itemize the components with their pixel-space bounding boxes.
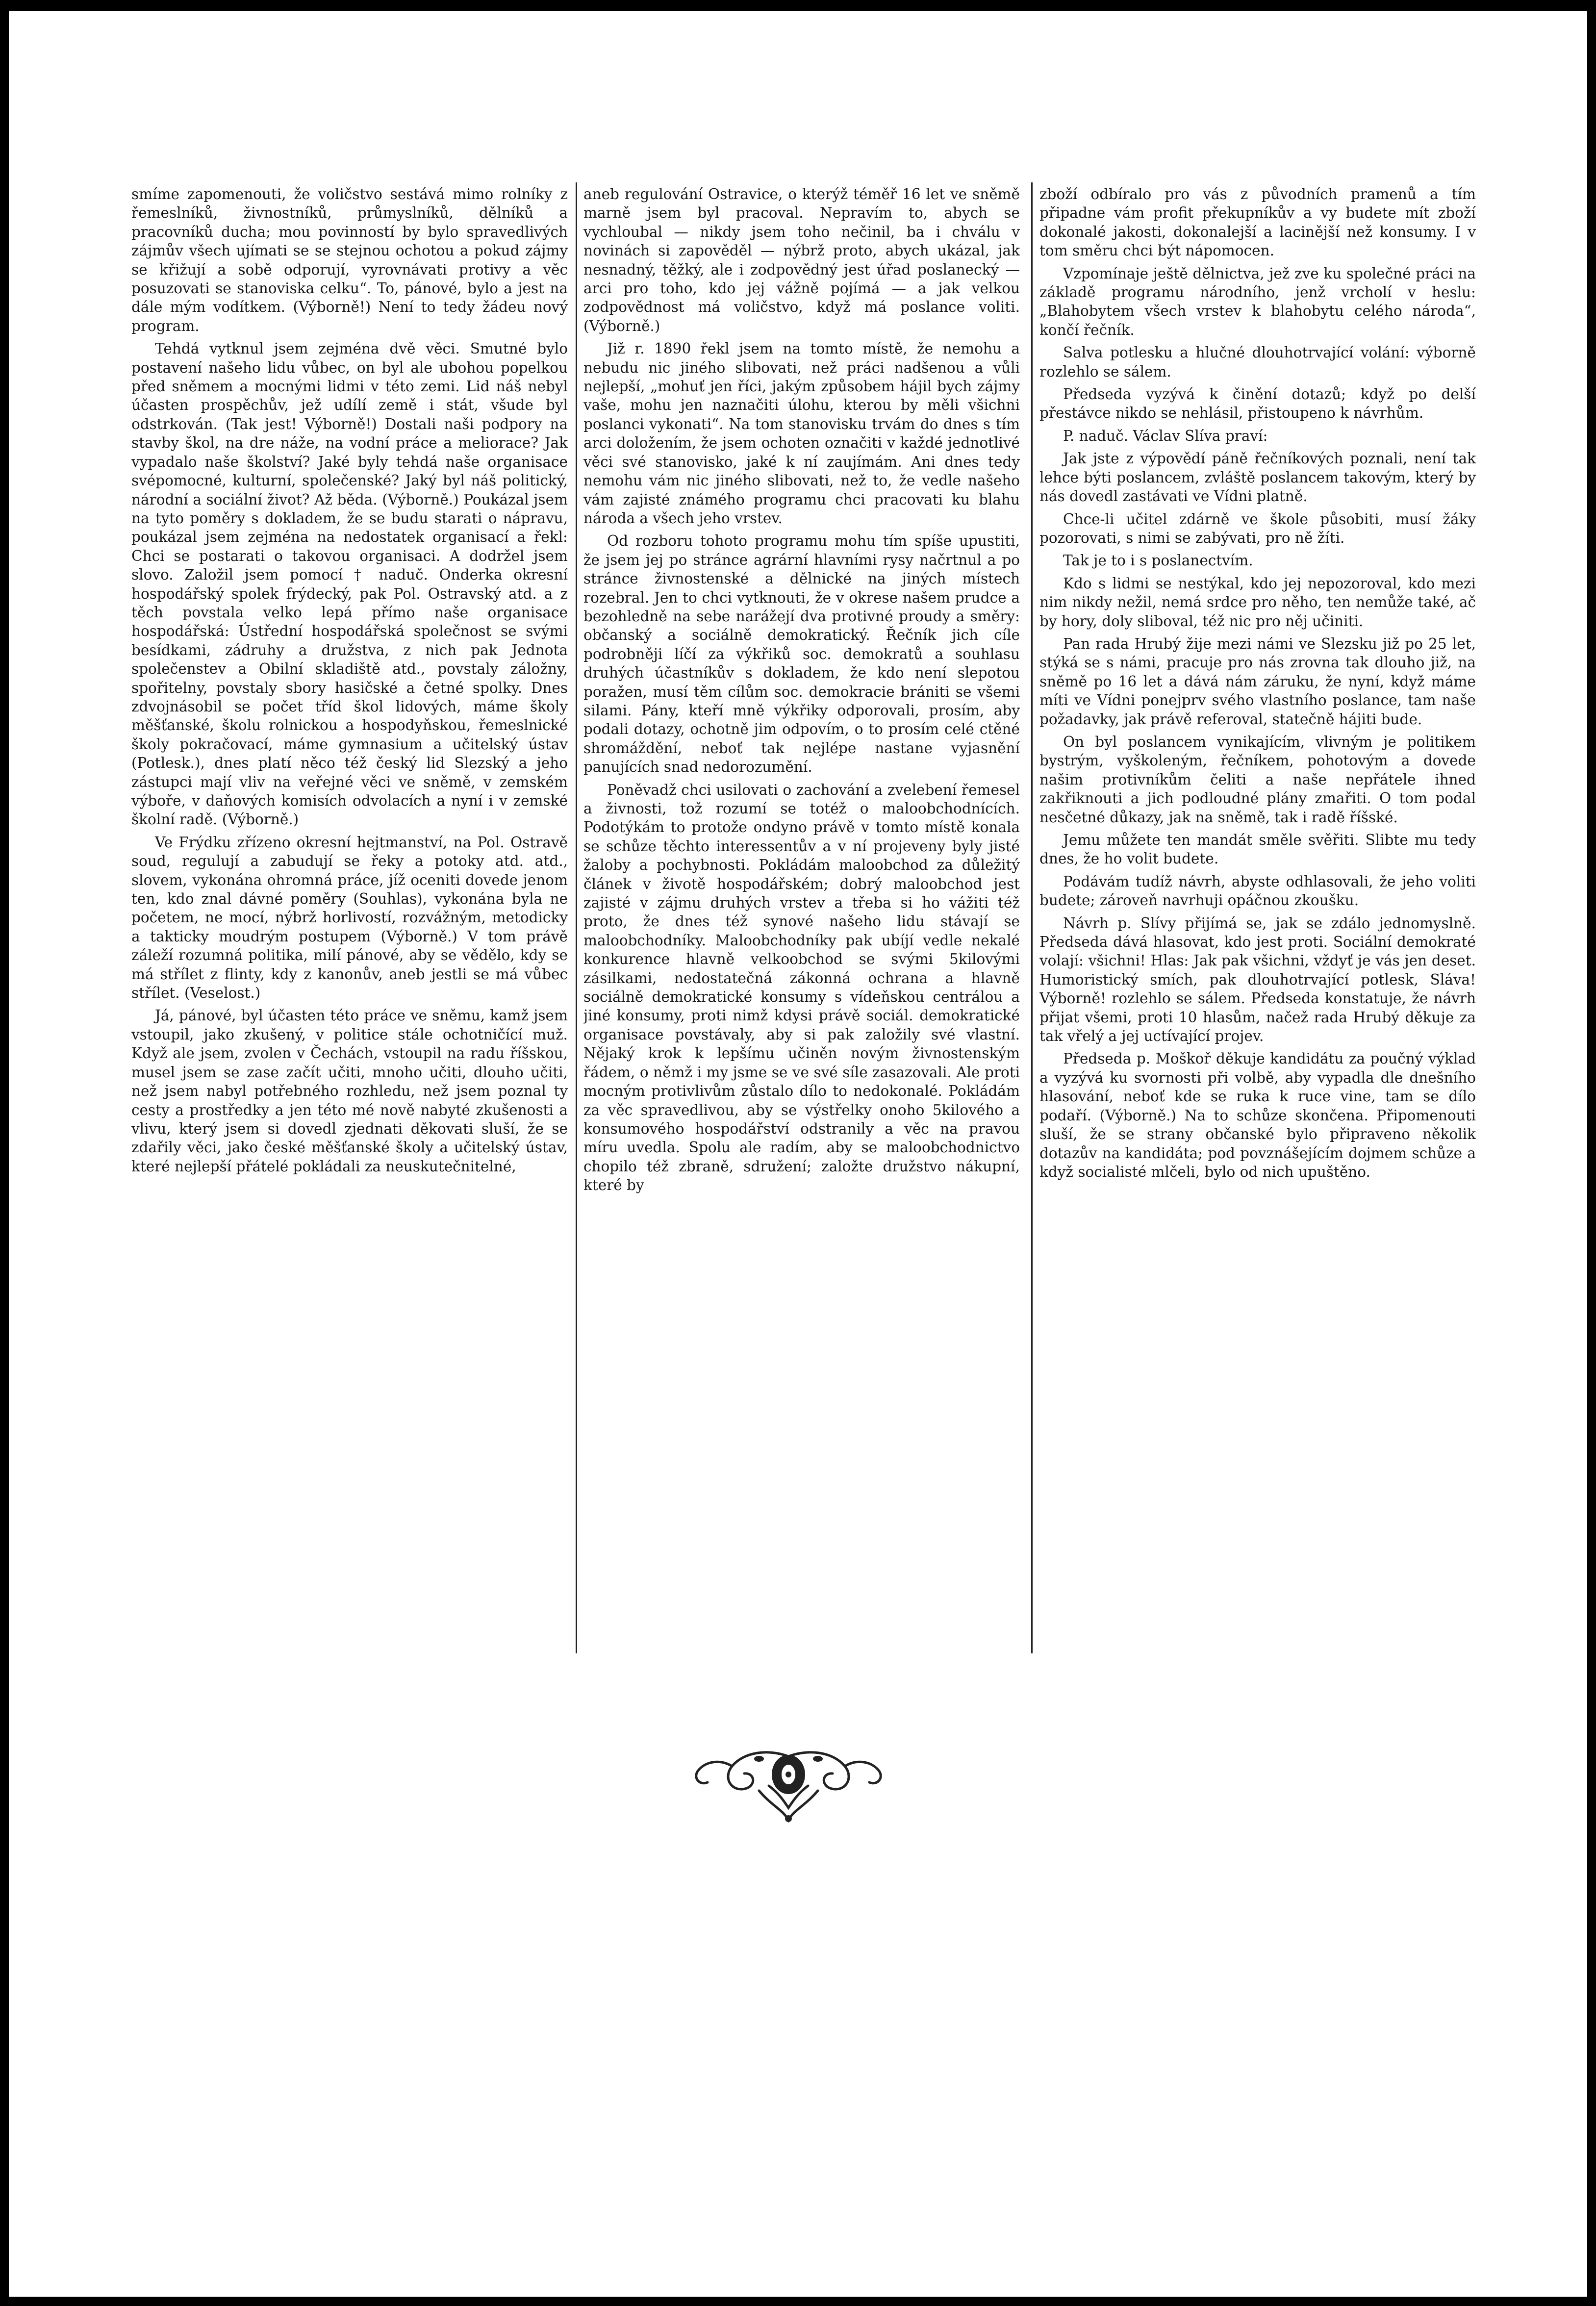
paragraph: Návrh p. Slívy přijímá se, jak se zdálo jednomyslně. Předseda dává hlasovat, kdo jest proti. Sociální demokraté volají: všichni! Hlas: Jak pak všichni, vždyť je vás jen deset. Humoristický smích, pak dlouhotrvající potlesk, Sláva! Výborně! rozlehlo se sálem. Předseda konstatuje, že návrh přijat všemi, proti 10 hlasům, načež rada Hrubý děkuje za tak vřelý a jej uctívající projev.: [1039, 914, 1476, 1045]
paragraph: Chce-li učitel zdárně ve škole působiti, musí žáky pozorovati, s nimi se zabývati, pro ně žíti.: [1039, 510, 1476, 546]
paragraph: aneb regulování Ostravice, o kterýž téměř 16 let ve sněmě marně jsem byl pracoval. Nepravím to, abych se vychloubal — nikdy jsem toho nečinil, ba i chválu v novinách si zapověděl — nýbrž proto, abych ukázal, jak nesnadný, těžký, ale i zodpovědný jest úřad poslanecký — arci pro toho, kdo jej vážně pojímá — a jak velkou zodpovědnost má voličstvo, když má poslance voliti. (Výborně.): [583, 186, 1020, 334]
paragraph: zboží odbíralo pro vás z původních pramenů a tím připadne vám profit překupníkův a vy budete mít zboží dokonalé jakosti, dokonalejší a lacinější než konsumy. I v tom směru chci být nápomocen.: [1039, 186, 1476, 259]
paragraph: Kdo s lidmi se nestýkal, kdo jej nepozoroval, kdo mezi nim nikdy nežil, nemá srdce pro něho, ten nemůže také, ač by hory, doly sliboval, též nic pro něj učiniti.: [1039, 575, 1476, 630]
column-right: [1039, 185, 1476, 1651]
paragraph: Salva potlesku a hlučné dlouhotrvající volání: výborně rozlehlo se sálem.: [1039, 344, 1476, 380]
ornament-icon: [685, 1739, 891, 1825]
paragraph: Předseda p. Moškoř děkuje kandidátu za poučný výklad a vyzývá ku svornosti při volbě, aby vypadla dle dnešního hlasování, neboť kde se ruka k ruce vine, tam se dílo podaří. (Výborně.) Na to schůze skončena. Připomenouti sluší, že se strany občanské bylo připraveno několik dotazův na kandidáta; pod povznášejícím dojmem schůze a když socialisté mlčeli, bylo od nich upuštěno.: [1039, 1050, 1476, 1180]
paragraph: P. naduč. Václav Slíva praví:: [1063, 427, 1268, 444]
paragraph: Tak je to i s poslanectvím.: [1063, 552, 1253, 569]
paragraph: Tehdá vytknul jsem zejména dvě věci. Smutné bylo postavení našeho lidu vůbec, on byl ale ubohou popelkou před sněmem a mocnými lidmi v této zemi. Lid náš nebyl účasten prospěchův, jež udílí země i stát, všude byl odstrkován. (Tak jest! Výborně!) Dostali naši podpory na stavby škol, na dre náže, na vodní práce a meliorace? Jak vypadalo naše školství? Jaké byly tehdá naše organisace svépomocné, kulturní, společenské? Jaký byl náš politický, národní a sociální život? Až běda. (Výborně.) Poukázal jsem na tyto poměry s dokladem, že se budu starati o nápravu, poukázal jsem zejména na nedostatek organisací a řekl: Chci se postarati o takovou organisaci. A dodržel jsem slovo. Založil jsem pomocí † naduč. Onderka okresní hospodářský spolek frýdecký, pak Pol. Ostravský atd. a z těch povstala velko lepá přímo naše organisace hospodářská: Ústřední hospodářská společnost se svými besídkami, zádruhy a družstva, z nich pak Jednota společenstev a Obilní skladiště atd., povstaly záložny, spořitelny, povstaly sbory hasičské a četné spolky. Dnes zdvojnásobil se počet tříd škol lidových, máme školy měšťanské, školu rolnickou a hospodyňskou, řemeslnické školy pokračovací, máme gymnasium a učitelský ústav (Potlesk.), dnes platí něco též český lid Slezský a jeho zástupci mají vliv na veřejné věci ve sněmě, v zemském výboře, v daňových komisích odvolacích a nyní i v zemské školní radě. (Výborně.): [131, 340, 568, 828]
text-columns: [131, 185, 1483, 1651]
paragraph: smíme zapomenouti, že voličstvo sestává mimo rolníky z řemeslníků, živnostníků, průmyslníků, dělníků a pracovníků ducha; mou povinností by bylo spravedlivých zájmův všech ujímati se se stejnou ochotou a pokud zájmy se křižují a sobě odporují, vyrovnávati protivy a věc posuzovati se stanoviska celku“. To, pánové, bylo a jest na dále mým vodítkem. (Výborně!) Není to tedy žádeu nový program.: [131, 186, 568, 334]
paragraph: Já, pánové, byl účasten této práce ve sněmu, kamž jsem vstoupil, jako zkušený, v politice stále ochotničící muž. Když ale jsem, zvolen v Čechách, vstoupil na radu říšskou, musel jsem se zase začít učiti, mnoho učiti, dlouho učiti, než jsem nabyl potřebného rozhledu, než jsem poznal ty cesty a prostředky a jen této mé nově nabyté zkušenosti a vlivu, který jsem si dovedl zjednati děkovati sluší, že se zdařily věci, jako české měšťanské školy a učitelský ústav, které nejlepší přátelé pokládali za neuskutečnitelné,: [131, 1007, 568, 1175]
paragraph: Podávám tudíž návrh, abyste odhlasovali, že jeho voliti budete; zároveň navrhuji opáčnou zkoušku.: [1039, 873, 1476, 909]
column-rule: [576, 182, 577, 1653]
paragraph: Poněvadž chci usilovati o zachování a zvelebení řemesel a živnosti, tož rozumí se totéž o maloobchodnících. Podotýkám to protože ondyno právě v tomto místě konala se schůze těchto interessentův a v ní projeveny byly jisté žaloby a pochybnosti. Pokládám maloobchod za důležitý článek v životě hospodářském; dobrý maloobchod jest zajisté v zájmu druhých vrstev a třeba si ho vážiti též proto, že dnes též synové našeho lidu stávají se maloobchodníky. Maloobchodníky pak ubíjí vedle nekalé konkurence hlavně velkoobchod se svými 5kilovými zásilkami, nedostatečná zákonná ochrana a hlavně sociálně demokratické konsumy s vídeňskou centrálou a jiné konsumy, proti nimž kdysi právě sociál. demokratické organisace povstávaly, aby si pak založily své vlastní. Nějaký krok k lepšímu učiněn novým živnostenským řádem, o němž i my jsme se ve své síle zasazovali. Ale proti mocným protivlivům zůstalo dílo to nedokonalé. Pokládám za věc spravedlivou, aby se výstřelky onoho 5kilového a konsumového hospodářství odstranily a věc na pravou míru uvedla. Spolu ale radím, aby se maloobchodnictvo chopilo též zbraně, sdružení; založte družstvo nákupní, které by: [583, 781, 1020, 1194]
page: [9, 11, 1587, 2297]
paragraph: Pan rada Hrubý žije mezi námi ve Slezsku již po 25 let, stýká se s námi, pracuje pro nás zrovna tak dlouho již, na sněmě po 16 let a dává nám záruku, že nyní, když máme míti ve Vídni ponejprv svého vlastního poslance, tam naše požadavky, jak právě referoval, statečně hájiti bude.: [1039, 635, 1476, 728]
paragraph: Jak jste z výpovědí páně řečníkových poznali, není tak lehce býti poslancem, zvláště poslancem takovým, který by nás dovedl zastávati ve Vídni platně.: [1039, 450, 1476, 505]
paragraph: Předseda vyzývá k činění dotazů; když po delší přestávce nikdo se nehlásil, přistoupeno k návrhům.: [1039, 386, 1476, 422]
paragraph: Vzpomínaje ještě dělnictva, jež zve ku společné práci na základě programu národního, jenž vrcholí v heslu: „Blahobytem všech vrstev k blahobytu celého národa“, končí řečník.: [1039, 265, 1476, 338]
paragraph: Ve Frýdku zřízeno okresní hejtmanství, na Pol. Ostravě soud, regulují a zabudují se řeky a potoky atd. atd., slovem, vykonána ohromná práce, jíž oceniti dovede jenom ten, kdo znal dávné poměry (Souhlas), vykonána byla ne početem, ne mocí, nýbrž horlivostí, rozvážným, metodicky a takticky moudrým postupem (Výborně.) V tom právě záleží rozumná politika, milí pánové, aby se vědělo, kdy se má střílet z flinty, kdy z kanonův, aneb jestli se má vůbec střílet. (Veselost.): [131, 834, 568, 1002]
column-left: [131, 185, 568, 1651]
paragraph: Od rozboru tohoto programu mohu tím spíše upustiti, že jsem jej po stránce agrární hlavními rysy načrtnul a po stránce živnostenské a dělnické na jiných místech rozebral. Jen to chci vytknouti, že v okrese našem prudce a bezohledně na sebe narážejí dva protivné proudy a směry: občanský a sociálně demokratický. Řečník jich cíle podrobněji líčí za výkřiků soc. demokratů a souhlasu druhých účastníkův s dokladem, že kdo není slepotou poražen, musí těm cílům soc. demokracie brániti se všemi silami. Pány, kteří mně výkřiky odporovali, prosím, aby podali dotazy, ochotně jim odpovím, o to prosím celé ctěné shromáždění, neboť tak nejlépe nastane vyjasnění panujících snad nedorozumění.: [583, 532, 1020, 776]
paragraph: On byl poslancem vynikajícím, vlivným je politikem bystrým, vyškoleným, řečníkem, pohotovým a dovede našim protivníkům čeliti a naše nepřátele ihned zakřiknouti a jich podloudné plány zmařiti. O tom podal nesčetné důkazy, jak na sněmě, tak i radě říšské.: [1039, 733, 1476, 826]
column-middle: [583, 185, 1020, 1651]
paragraph: Již r. 1890 řekl jsem na tomto místě, že nemohu a nebudu nic jiného slibovati, než práci nadšenou a vůli nejlepší, „mohuť jen říci, jakým způsobem hájil bych zájmy vaše, mohu jen naznačiti úlohu, kterou by měli všichni poslanci vykonati“. Na tom stanovisku trvám do dnes s tím arci doložením, že jsem ochoten označiti v každé jednotlivé věci své stanovisko, jaké k ní zaujímám. Ani dnes tedy nemohu vám nic jiného slibovati, než to, že vedle našeho vám zajisté známého programu chci pracovati ku blahu národa a všech jeho vrstev.: [583, 340, 1020, 527]
paragraph: Jemu můžete ten mandát směle svěřiti. Slibte mu tedy dnes, že ho volit budete.: [1039, 832, 1476, 867]
column-rule: [1031, 182, 1033, 1653]
